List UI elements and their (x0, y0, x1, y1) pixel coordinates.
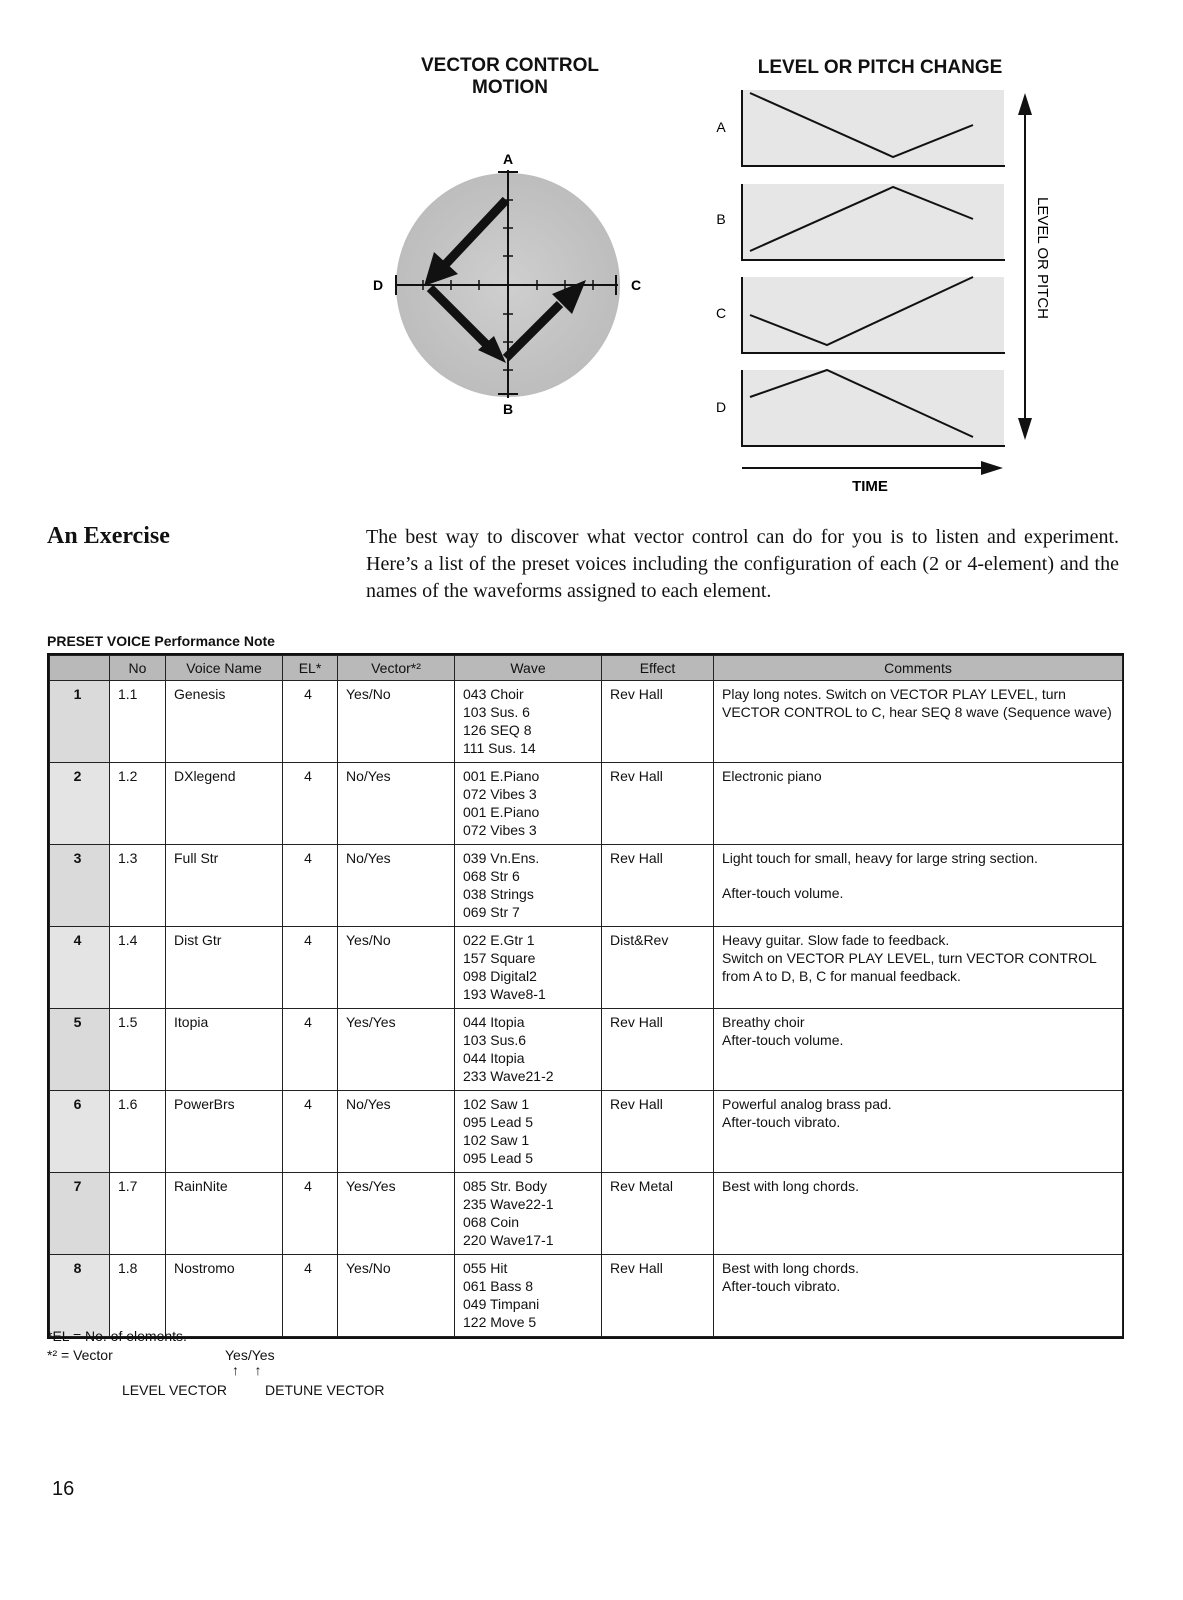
wave-item: 061 Bass 8 (463, 1278, 534, 1294)
row-number: 5 (50, 1009, 110, 1091)
panel-label-d: D (715, 399, 727, 415)
comment-line: Breathy choir (722, 1014, 805, 1030)
effect: Rev Hall (602, 845, 714, 927)
header-wave: Wave (455, 656, 602, 681)
level-pitch-title: LEVEL OR PITCH CHANGE (757, 57, 1003, 78)
table-row (50, 1009, 1123, 1091)
wave-item: 085 Str. Body (463, 1178, 548, 1194)
effect: Rev Hall (602, 1255, 714, 1337)
row-number: 1 (50, 681, 110, 763)
wave-item: 102 Saw 1 (463, 1132, 530, 1148)
comment-line: Best with long chords. (722, 1260, 859, 1276)
table-row (50, 763, 1123, 845)
level-pitch-diagram (705, 85, 1065, 500)
wave-item: 043 Choir (463, 686, 524, 702)
preset-no: 1.3 (110, 845, 166, 927)
panel-label-b: B (716, 211, 726, 227)
wave-item: 068 Coin (463, 1214, 520, 1230)
wave-item: 235 Wave22-1 (463, 1196, 554, 1212)
wave-item: 193 Wave8-1 (463, 986, 546, 1002)
vector-motion-title (400, 55, 620, 99)
preset-no: 1.4 (110, 927, 166, 1009)
row-number: 2 (50, 763, 110, 845)
wave-item: 069 Str 7 (463, 904, 520, 920)
wave-list (455, 763, 602, 845)
row-number: 6 (50, 1091, 110, 1173)
table-row (50, 927, 1123, 1009)
wave-item: 103 Sus.6 (463, 1032, 527, 1048)
wave-list (455, 681, 602, 763)
footnote-detune-vector: DETUNE VECTOR (265, 1382, 385, 1398)
comments (714, 845, 1123, 927)
comments (714, 1009, 1123, 1091)
page-number: 16 (52, 1478, 75, 1500)
wave-item: 233 Wave21-2 (463, 1068, 554, 1084)
wave-list (455, 1255, 602, 1337)
effect: Rev Hall (602, 763, 714, 845)
header-num (50, 656, 110, 681)
wave-list (455, 1091, 602, 1173)
panel-label-a: A (716, 119, 726, 135)
voice-name: Dist Gtr (166, 927, 283, 1009)
wave-item: 095 Lead 5 (463, 1150, 534, 1166)
comment-line: After-touch volume. (722, 885, 844, 901)
header-voice-name: Voice Name (166, 656, 283, 681)
comment-line: After-touch vibrato. (722, 1278, 841, 1294)
label-a: A (502, 151, 514, 167)
vector-motion-title-line2: MOTION (472, 77, 548, 98)
element-count: 4 (283, 1255, 338, 1337)
preset-no: 1.6 (110, 1091, 166, 1173)
preset-no: 1.8 (110, 1255, 166, 1337)
voice-name: PowerBrs (166, 1091, 283, 1173)
wave-item: 072 Vibes 3 (463, 786, 537, 802)
table-row (50, 1091, 1123, 1173)
vector-setting: No/Yes (338, 763, 455, 845)
comment-line: Light touch for small, heavy for large string section. (722, 850, 1038, 866)
wave-item: 055 Hit (463, 1260, 508, 1276)
table-row (50, 681, 1123, 763)
label-d: D (372, 277, 384, 293)
wave-item: 102 Saw 1 (463, 1096, 530, 1112)
footnote-el: *EL = No. of elements. (47, 1328, 187, 1344)
table-row (50, 1255, 1123, 1337)
label-c: C (630, 277, 642, 293)
panel-label-c: C (715, 305, 727, 321)
time-axis-label: TIME (852, 478, 888, 495)
element-count: 4 (283, 1009, 338, 1091)
vector-setting: No/Yes (338, 1091, 455, 1173)
wave-item: 044 Itopia (463, 1014, 525, 1030)
wave-item: 001 E.Piano (463, 768, 540, 784)
header-vector: Vector*² (338, 656, 455, 681)
element-count: 4 (283, 927, 338, 1009)
preset-no: 1.2 (110, 763, 166, 845)
wave-item: 022 E.Gtr 1 (463, 932, 535, 948)
comments (714, 927, 1123, 1009)
wave-list (455, 927, 602, 1009)
header-el: EL* (283, 656, 338, 681)
comments (714, 763, 1123, 845)
comment-line: Switch on VECTOR PLAY LEVEL, turn VECTOR CONTROL from A to D, B, C for manual feedback. (722, 950, 1097, 984)
comment-line: Best with long chords. (722, 1178, 859, 1194)
header-no: No (110, 656, 166, 681)
voice-name: Full Str (166, 845, 283, 927)
wave-item: 103 Sus. 6 (463, 704, 530, 720)
preset-voice-table (49, 655, 1123, 1337)
row-number: 4 (50, 927, 110, 1009)
comments (714, 681, 1123, 763)
element-count: 4 (283, 1173, 338, 1255)
vertical-axis-label: LEVEL OR PITCH (1034, 197, 1051, 319)
wave-list (455, 845, 602, 927)
wave-item: 072 Vibes 3 (463, 822, 537, 838)
footnote-arrows: ↑ ↑ (232, 1362, 262, 1378)
comment-line: Electronic piano (722, 768, 822, 784)
voice-name: DXlegend (166, 763, 283, 845)
section-paragraph: The best way to discover what vector control can do for you is to listen and experiment. Here’s a list of the preset voices including the configuration of each (2 or 4-element) and the names of the waveforms assigned to each element. (366, 526, 1119, 602)
element-count: 4 (283, 763, 338, 845)
voice-name: RainNite (166, 1173, 283, 1255)
wave-item: 038 Strings (463, 886, 534, 902)
table-row (50, 1173, 1123, 1255)
vector-motion-title-line1: VECTOR CONTROL (420, 55, 600, 76)
row-number: 7 (50, 1173, 110, 1255)
effect: Dist&Rev (602, 927, 714, 1009)
footnote-vector-value: Yes/Yes (225, 1347, 275, 1363)
effect: Rev Metal (602, 1173, 714, 1255)
table-title: PRESET VOICE Performance Note (47, 633, 275, 649)
wave-list (455, 1009, 602, 1091)
wave-item: 111 Sus. 14 (463, 740, 536, 756)
element-count: 4 (283, 1091, 338, 1173)
element-count: 4 (283, 845, 338, 927)
preset-voice-table-frame (47, 653, 1124, 1339)
comments (714, 1255, 1123, 1337)
wave-item: 095 Lead 5 (463, 1114, 534, 1130)
element-count: 4 (283, 681, 338, 763)
table-header-row (50, 656, 1123, 681)
voice-name: Itopia (166, 1009, 283, 1091)
wave-item: 122 Move 5 (463, 1314, 537, 1330)
comment-line: Heavy guitar. Slow fade to feedback. (722, 932, 950, 948)
comment-line: Play long notes. Switch on VECTOR PLAY LEVEL, turn VECTOR CONTROL to C, hear SEQ 8 wave (Sequence wave) (722, 686, 1112, 720)
wave-item: 098 Digital2 (463, 968, 537, 984)
vector-setting: Yes/No (338, 927, 455, 1009)
vector-setting: Yes/No (338, 1255, 455, 1337)
table-row (50, 845, 1123, 927)
comment-line: Powerful analog brass pad. (722, 1096, 892, 1112)
preset-no: 1.5 (110, 1009, 166, 1091)
vector-setting: No/Yes (338, 845, 455, 927)
comment-line: After-touch volume. (722, 1032, 844, 1048)
header-comments: Comments (714, 656, 1123, 681)
wave-item: 049 Timpani (463, 1296, 540, 1312)
preset-no: 1.7 (110, 1173, 166, 1255)
effect: Rev Hall (602, 1009, 714, 1091)
wave-item: 039 Vn.Ens. (463, 850, 540, 866)
voice-name: Genesis (166, 681, 283, 763)
section-heading: An Exercise (47, 523, 170, 549)
wave-item: 126 SEQ 8 (463, 722, 532, 738)
wave-item: 157 Square (463, 950, 536, 966)
wave-item: 220 Wave17-1 (463, 1232, 554, 1248)
preset-no: 1.1 (110, 681, 166, 763)
label-b: B (502, 401, 514, 417)
vector-setting: Yes/No (338, 681, 455, 763)
comments (714, 1173, 1123, 1255)
wave-item: 001 E.Piano (463, 804, 540, 820)
header-effect: Effect (602, 656, 714, 681)
footnote-vector-prefix: *² = Vector (47, 1347, 113, 1363)
comment-line: After-touch vibrato. (722, 1114, 841, 1130)
effect: Rev Hall (602, 1091, 714, 1173)
wave-list (455, 1173, 602, 1255)
wave-item: 068 Str 6 (463, 868, 520, 884)
footnote-level-vector: LEVEL VECTOR (122, 1382, 228, 1398)
wave-item: 044 Itopia (463, 1050, 525, 1066)
effect: Rev Hall (602, 681, 714, 763)
row-number: 8 (50, 1255, 110, 1337)
row-number: 3 (50, 845, 110, 927)
comments (714, 1091, 1123, 1173)
voice-name: Nostromo (166, 1255, 283, 1337)
vector-setting: Yes/Yes (338, 1009, 455, 1091)
vector-motion-diagram (360, 140, 660, 430)
vector-setting: Yes/Yes (338, 1173, 455, 1255)
